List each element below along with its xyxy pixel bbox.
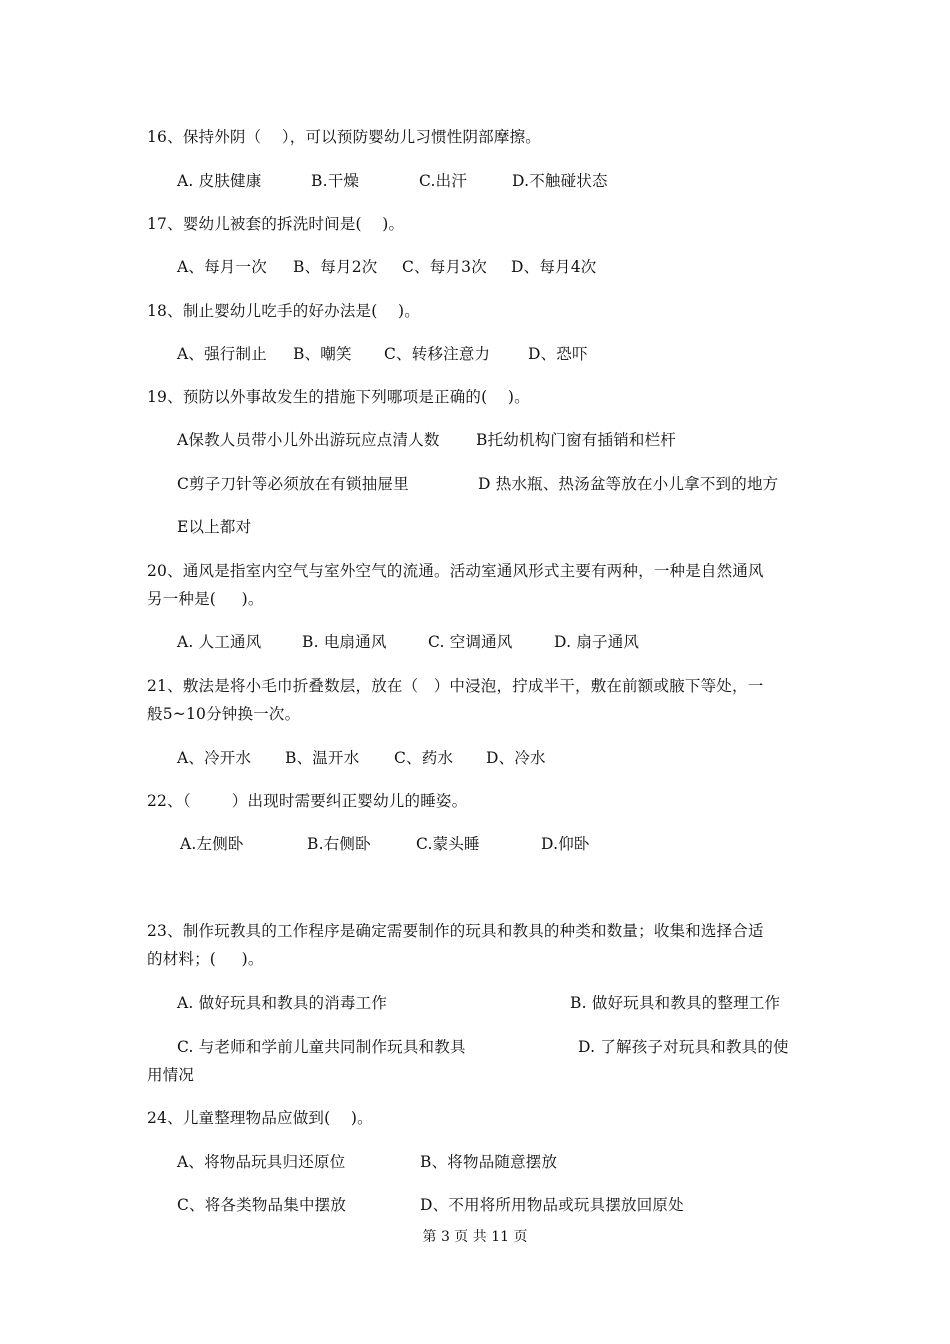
question-20-stem-cont: 另一种是( )。 bbox=[147, 590, 264, 608]
option-a: A、每月一次 bbox=[177, 258, 267, 276]
option-c: C、每月3次 bbox=[402, 258, 487, 276]
option-c: C、转移注意力 bbox=[384, 345, 491, 363]
option-b: B、温开水 bbox=[285, 749, 360, 767]
option-d: D、不用将所用物品或玩具摆放回原处 bbox=[420, 1196, 684, 1214]
page-footer: 第 3 页 共 11 页 bbox=[422, 1229, 528, 1245]
question-17-stem: 17、婴幼儿被套的拆洗时间是( )。 bbox=[147, 215, 405, 233]
question-19-stem: 19、预防以外事故发生的措施下列哪项是正确的( )。 bbox=[147, 388, 530, 406]
option-b: B. 电扇通风 bbox=[302, 633, 387, 651]
option-a: A保教人员带小儿外出游玩应点清人数 bbox=[177, 431, 440, 449]
option-d: D、冷水 bbox=[486, 749, 546, 767]
option-d: D. 了解孩子对玩具和教具的使 bbox=[578, 1038, 789, 1056]
question-16-stem: 16、保持外阴（ ），可以预防婴幼儿习惯性阴部摩擦。 bbox=[147, 128, 541, 146]
option-c: C. 空调通风 bbox=[428, 633, 513, 651]
option-a: A. 做好玩具和教具的消毒工作 bbox=[177, 994, 388, 1012]
option-b: B、嘲笑 bbox=[293, 345, 352, 363]
option-b: B托幼机构门窗有插销和栏杆 bbox=[476, 431, 676, 449]
option-c: C、将各类物品集中摆放 bbox=[177, 1196, 347, 1214]
option-d-cont: 用情况 bbox=[147, 1066, 195, 1084]
question-21-stem: 21、敷法是将小毛巾折叠数层，放在（ ）中浸泡，拧成半干，敷在前额或腋下等处，一 bbox=[147, 677, 764, 695]
question-18-stem: 18、制止婴幼儿吃手的好办法是( )。 bbox=[147, 302, 420, 320]
option-d: D 热水瓶、热汤盆等放在小儿拿不到的地方 bbox=[478, 475, 779, 493]
question-24-stem: 24、儿童整理物品应做到( )。 bbox=[147, 1109, 373, 1127]
option-b: B、每月2次 bbox=[293, 258, 378, 276]
option-d: D.仰卧 bbox=[541, 835, 590, 853]
question-20-stem: 20、通风是指室内空气与室外空气的流通。活动室通风形式主要有两种，一种是自然通风 bbox=[147, 562, 764, 580]
option-d: D、恐吓 bbox=[528, 345, 588, 363]
option-a: A. 皮肤健康 bbox=[177, 172, 262, 190]
option-c: C. 与老师和学前儿童共同制作玩具和教具 bbox=[177, 1038, 466, 1056]
question-21-stem-cont: 般5~10分钟换一次。 bbox=[147, 705, 301, 723]
option-a: A、强行制止 bbox=[177, 345, 267, 363]
option-c: C剪子刀针等必须放在有锁抽屉里 bbox=[177, 475, 409, 493]
option-e: E以上都对 bbox=[177, 518, 252, 536]
option-b: B、将物品随意摆放 bbox=[420, 1153, 558, 1171]
question-22-stem: 22、（ ）出现时需要纠正婴幼儿的睡姿。 bbox=[147, 792, 468, 810]
option-b: B.右侧卧 bbox=[307, 835, 371, 853]
option-c: C.出汗 bbox=[419, 172, 468, 190]
option-d: D.不触碰状态 bbox=[512, 172, 608, 190]
option-c: C、药水 bbox=[394, 749, 454, 767]
option-a: A、将物品玩具归还原位 bbox=[177, 1153, 346, 1171]
option-a: A. 人工通风 bbox=[177, 633, 262, 651]
option-d: D、每月4次 bbox=[511, 258, 597, 276]
option-d: D. 扇子通风 bbox=[554, 633, 640, 651]
option-b: B.干燥 bbox=[311, 172, 360, 190]
option-c: C.蒙头睡 bbox=[416, 835, 480, 853]
option-b: B. 做好玩具和教具的整理工作 bbox=[570, 994, 781, 1012]
option-a: A.左侧卧 bbox=[180, 835, 244, 853]
option-a: A、冷开水 bbox=[177, 749, 252, 767]
question-23-stem: 23、制作玩教具的工作程序是确定需要制作的玩具和教具的种类和数量；收集和选择合适 bbox=[147, 922, 764, 940]
question-23-stem-cont: 的材料；( )。 bbox=[147, 950, 264, 968]
